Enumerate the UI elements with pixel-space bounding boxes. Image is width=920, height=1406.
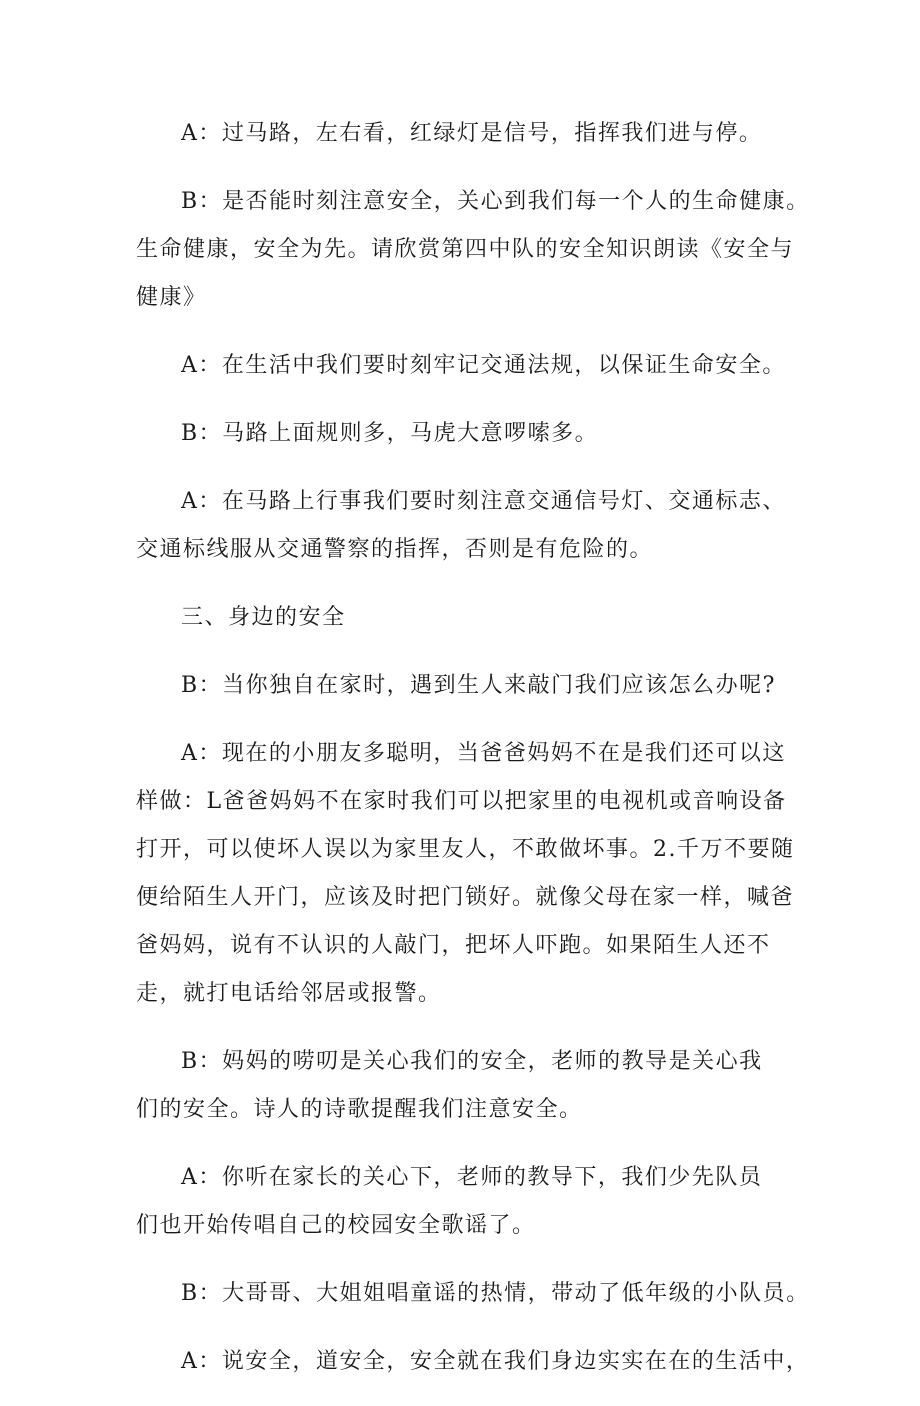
- paragraph-4: [136, 410, 816, 458]
- paragraph-11: [136, 1270, 816, 1318]
- text-line: A：过马路，左右看，红绿灯是信号，指挥我们进与停。: [181, 121, 763, 146]
- paragraph-12: [136, 1338, 816, 1386]
- text-line: B：是否能时刻注意安全，关心到我们每一个人的生命健康。: [181, 189, 810, 214]
- text-line: 健康》: [136, 285, 207, 310]
- text-line: B：当你独自在家时，遇到生人来敲门我们应该怎么办呢?: [181, 673, 776, 698]
- paragraph-9: [136, 1038, 816, 1134]
- paragraph-2: [136, 178, 816, 322]
- paragraph-5: [136, 478, 816, 574]
- text-line: 走，就打电话给邻居或报警。: [136, 981, 442, 1006]
- text-line: A：在生活中我们要时刻牢记交通法规，以保证生命安全。: [181, 353, 786, 378]
- document-body: [136, 110, 816, 1406]
- paragraph-7: [136, 662, 816, 710]
- paragraph-3: [136, 342, 816, 390]
- text-line: 打开，可以使坏人误以为家里友人，不敢做坏事。2.千万不要随: [136, 837, 795, 862]
- text-line: B：马路上面规则多，马虎大意啰嗦多。: [181, 421, 599, 446]
- text-line: 交通标线服从交通警察的指挥，否则是有危险的。: [136, 537, 654, 562]
- text-line: B：妈妈的唠叨是关心我们的安全，老师的教导是关心我: [181, 1049, 763, 1074]
- text-line: 样做：L爸爸妈妈不在家时我们可以把家里的电视机或音响设备: [136, 789, 787, 814]
- text-line: A：说安全，道安全，安全就在我们身边实实在在的生活中，: [181, 1349, 810, 1374]
- text-line: A：在马路上行事我们要时刻注意交通信号灯、交通标志、: [181, 489, 786, 514]
- text-line: 爸妈妈，说有不认识的人敲门，把坏人吓跑。如果陌生人还不: [136, 933, 771, 958]
- text-line: 们的安全。诗人的诗歌提醒我们注意安全。: [136, 1097, 583, 1122]
- text-line: A：现在的小朋友多聪明，当爸爸妈妈不在是我们还可以这: [181, 741, 786, 766]
- text-line: 三、身边的安全: [181, 605, 346, 630]
- text-line: 生命健康，安全为先。请欣赏第四中队的安全知识朗读《安全与: [136, 237, 795, 262]
- paragraph-10: [136, 1154, 816, 1250]
- paragraph-8: [136, 730, 816, 1018]
- section-heading: [136, 594, 816, 642]
- text-line: B：大哥哥、大姐姐唱童谣的热情，带动了低年级的小队员。: [181, 1281, 810, 1306]
- paragraph-1: [136, 110, 816, 158]
- text-line: 们也开始传唱自己的校园安全歌谣了。: [136, 1213, 536, 1238]
- text-line: 便给陌生人开门，应该及时把门锁好。就像父母在家一样，喊爸: [136, 885, 795, 910]
- text-line: A：你听在家长的关心下，老师的教导下，我们少先队员: [181, 1165, 763, 1190]
